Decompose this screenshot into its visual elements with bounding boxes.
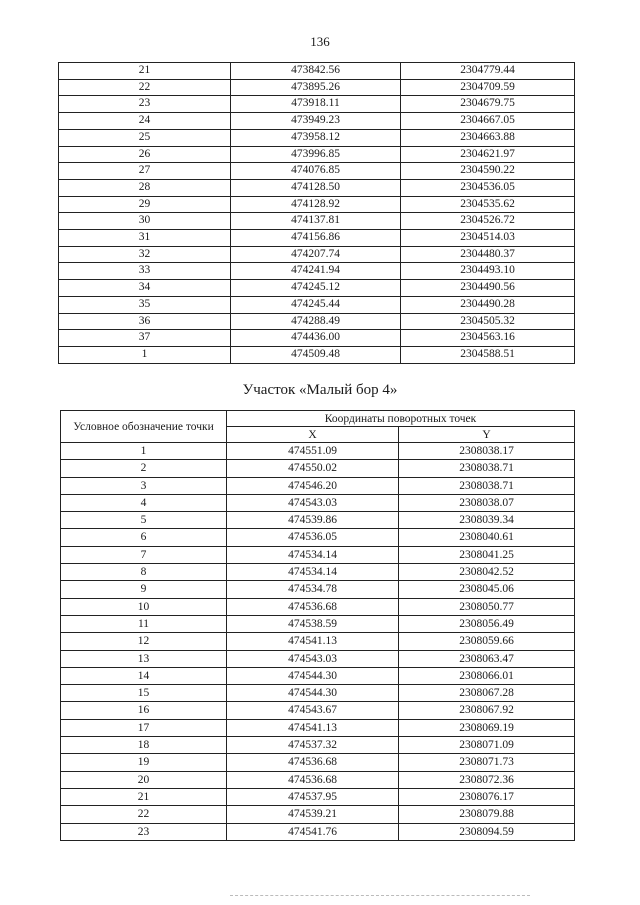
y-cell: 2304535.62	[401, 196, 575, 213]
x-cell: 473996.85	[231, 146, 401, 163]
point-cell: 33	[59, 263, 231, 280]
table-row	[61, 633, 575, 650]
point-cell: 8	[61, 564, 227, 581]
point-cell: 31	[59, 230, 231, 247]
point-cell: 3	[61, 477, 227, 494]
point-cell: 24	[59, 113, 231, 130]
table-row	[61, 477, 575, 494]
y-cell: 2308039.34	[399, 512, 575, 529]
table-row	[61, 788, 575, 805]
point-cell: 1	[61, 443, 227, 460]
x-cell: 474537.95	[227, 788, 399, 805]
point-cell: 23	[61, 823, 227, 840]
y-cell: 2308067.92	[399, 702, 575, 719]
table-row	[61, 719, 575, 736]
x-cell: 473895.26	[231, 79, 401, 96]
table-row	[61, 598, 575, 615]
point-cell: 14	[61, 667, 227, 684]
x-cell: 474534.14	[227, 546, 399, 563]
y-cell: 2304588.51	[401, 346, 575, 363]
header-x: X	[227, 427, 399, 443]
footer-divider	[230, 895, 530, 896]
point-cell: 23	[59, 96, 231, 113]
header-point-label: Условное обозначение точки	[61, 411, 227, 443]
x-cell: 474076.85	[231, 163, 401, 180]
y-cell: 2304709.59	[401, 79, 575, 96]
y-cell: 2304679.75	[401, 96, 575, 113]
table-row	[61, 494, 575, 511]
point-cell: 28	[59, 179, 231, 196]
x-cell: 474536.68	[227, 598, 399, 615]
point-cell: 22	[59, 79, 231, 96]
table-row	[61, 771, 575, 788]
table-row	[61, 460, 575, 477]
x-cell: 473958.12	[231, 129, 401, 146]
x-cell: 474541.76	[227, 823, 399, 840]
x-cell: 474128.50	[231, 179, 401, 196]
table-row	[59, 313, 575, 330]
table-row	[59, 263, 575, 280]
table-row	[59, 296, 575, 313]
y-cell: 2308045.06	[399, 581, 575, 598]
x-cell: 474288.49	[231, 313, 401, 330]
table-row	[61, 685, 575, 702]
y-cell: 2308067.28	[399, 685, 575, 702]
y-cell: 2308042.52	[399, 564, 575, 581]
x-cell: 474539.21	[227, 806, 399, 823]
table-row	[61, 581, 575, 598]
y-cell: 2308079.88	[399, 806, 575, 823]
x-cell: 474509.48	[231, 346, 401, 363]
y-cell: 2304563.16	[401, 330, 575, 347]
y-cell: 2308071.09	[399, 737, 575, 754]
x-cell: 474537.32	[227, 737, 399, 754]
x-cell: 473918.11	[231, 96, 401, 113]
point-cell: 30	[59, 213, 231, 230]
point-cell: 16	[61, 702, 227, 719]
point-cell: 18	[61, 737, 227, 754]
point-cell: 36	[59, 313, 231, 330]
header-y: Y	[399, 427, 575, 443]
x-cell: 474544.30	[227, 667, 399, 684]
table-row	[59, 230, 575, 247]
table-row	[59, 129, 575, 146]
table-row	[61, 564, 575, 581]
x-cell: 474546.20	[227, 477, 399, 494]
y-cell: 2308063.47	[399, 650, 575, 667]
x-cell: 474551.09	[227, 443, 399, 460]
y-cell: 2308040.61	[399, 529, 575, 546]
y-cell: 2304526.72	[401, 213, 575, 230]
x-cell: 474550.02	[227, 460, 399, 477]
x-cell: 474128.92	[231, 196, 401, 213]
y-cell: 2304667.05	[401, 113, 575, 130]
y-cell: 2308094.59	[399, 823, 575, 840]
point-cell: 7	[61, 546, 227, 563]
x-cell: 474543.67	[227, 702, 399, 719]
y-cell: 2308059.66	[399, 633, 575, 650]
y-cell: 2304663.88	[401, 129, 575, 146]
y-cell: 2304480.37	[401, 246, 575, 263]
x-cell: 474539.86	[227, 512, 399, 529]
section-title: Участок «Малый бор 4»	[242, 382, 398, 398]
y-cell: 2304514.03	[401, 230, 575, 247]
table-row	[59, 63, 575, 80]
table-row	[59, 213, 575, 230]
table-row	[59, 96, 575, 113]
table-row	[59, 280, 575, 297]
table-header	[61, 411, 575, 443]
x-cell: 474538.59	[227, 615, 399, 632]
y-cell: 2304621.97	[401, 146, 575, 163]
point-cell: 21	[59, 63, 231, 80]
header-coordinates: Координаты поворотных точек	[227, 411, 575, 427]
y-cell: 2304493.10	[401, 263, 575, 280]
coordinates-table-continued	[58, 62, 575, 364]
y-cell: 2308072.36	[399, 771, 575, 788]
y-cell: 2308066.01	[399, 667, 575, 684]
table-row	[59, 146, 575, 163]
table-row	[59, 196, 575, 213]
x-cell: 474536.05	[227, 529, 399, 546]
x-cell: 474541.13	[227, 633, 399, 650]
table-row	[59, 330, 575, 347]
table-row	[59, 113, 575, 130]
table-row	[59, 179, 575, 196]
table-row	[61, 615, 575, 632]
point-cell: 34	[59, 280, 231, 297]
point-cell: 11	[61, 615, 227, 632]
table-row	[61, 667, 575, 684]
table-row	[59, 346, 575, 363]
point-cell: 19	[61, 754, 227, 771]
x-cell: 473949.23	[231, 113, 401, 130]
y-cell: 2308076.17	[399, 788, 575, 805]
table-row	[61, 546, 575, 563]
table-row	[59, 246, 575, 263]
x-cell: 474241.94	[231, 263, 401, 280]
y-cell: 2308038.71	[399, 477, 575, 494]
table-row	[61, 702, 575, 719]
y-cell: 2308050.77	[399, 598, 575, 615]
coordinates-table-maly-bor-4	[60, 410, 575, 841]
table-row	[59, 163, 575, 180]
point-cell: 32	[59, 246, 231, 263]
point-cell: 22	[61, 806, 227, 823]
x-cell: 474207.74	[231, 246, 401, 263]
x-cell: 474536.68	[227, 754, 399, 771]
table-row	[61, 512, 575, 529]
x-cell: 474156.86	[231, 230, 401, 247]
x-cell: 474245.12	[231, 280, 401, 297]
point-cell: 25	[59, 129, 231, 146]
point-cell: 17	[61, 719, 227, 736]
point-cell: 29	[59, 196, 231, 213]
y-cell: 2304779.44	[401, 63, 575, 80]
x-cell: 474137.81	[231, 213, 401, 230]
page-number: 136	[310, 34, 330, 49]
y-cell: 2304490.28	[401, 296, 575, 313]
y-cell: 2304490.56	[401, 280, 575, 297]
x-cell: 474245.44	[231, 296, 401, 313]
x-cell: 474534.14	[227, 564, 399, 581]
point-cell: 9	[61, 581, 227, 598]
x-cell: 474536.68	[227, 771, 399, 788]
table-row	[61, 806, 575, 823]
y-cell: 2304536.05	[401, 179, 575, 196]
x-cell: 474544.30	[227, 685, 399, 702]
point-cell: 4	[61, 494, 227, 511]
y-cell: 2308056.49	[399, 615, 575, 632]
x-cell: 474541.13	[227, 719, 399, 736]
point-cell: 21	[61, 788, 227, 805]
point-cell: 1	[59, 346, 231, 363]
point-cell: 37	[59, 330, 231, 347]
table-row	[61, 650, 575, 667]
point-cell: 12	[61, 633, 227, 650]
point-cell: 2	[61, 460, 227, 477]
y-cell: 2308041.25	[399, 546, 575, 563]
point-cell: 20	[61, 771, 227, 788]
point-cell: 10	[61, 598, 227, 615]
x-cell: 474534.78	[227, 581, 399, 598]
table-row	[61, 737, 575, 754]
coordinates-table-body	[59, 63, 575, 364]
y-cell: 2304505.32	[401, 313, 575, 330]
y-cell: 2308038.07	[399, 494, 575, 511]
y-cell: 2308069.19	[399, 719, 575, 736]
point-cell: 15	[61, 685, 227, 702]
coordinates-table-body	[61, 443, 575, 841]
y-cell: 2308071.73	[399, 754, 575, 771]
y-cell: 2308038.71	[399, 460, 575, 477]
point-cell: 13	[61, 650, 227, 667]
table-row	[61, 529, 575, 546]
x-cell: 474543.03	[227, 650, 399, 667]
point-cell: 5	[61, 512, 227, 529]
y-cell: 2308038.17	[399, 443, 575, 460]
y-cell: 2304590.22	[401, 163, 575, 180]
point-cell: 27	[59, 163, 231, 180]
table-row	[59, 79, 575, 96]
x-cell: 474543.03	[227, 494, 399, 511]
table-row	[61, 823, 575, 840]
point-cell: 35	[59, 296, 231, 313]
point-cell: 6	[61, 529, 227, 546]
table-row	[61, 443, 575, 460]
point-cell: 26	[59, 146, 231, 163]
table-row	[61, 754, 575, 771]
x-cell: 473842.56	[231, 63, 401, 80]
x-cell: 474436.00	[231, 330, 401, 347]
